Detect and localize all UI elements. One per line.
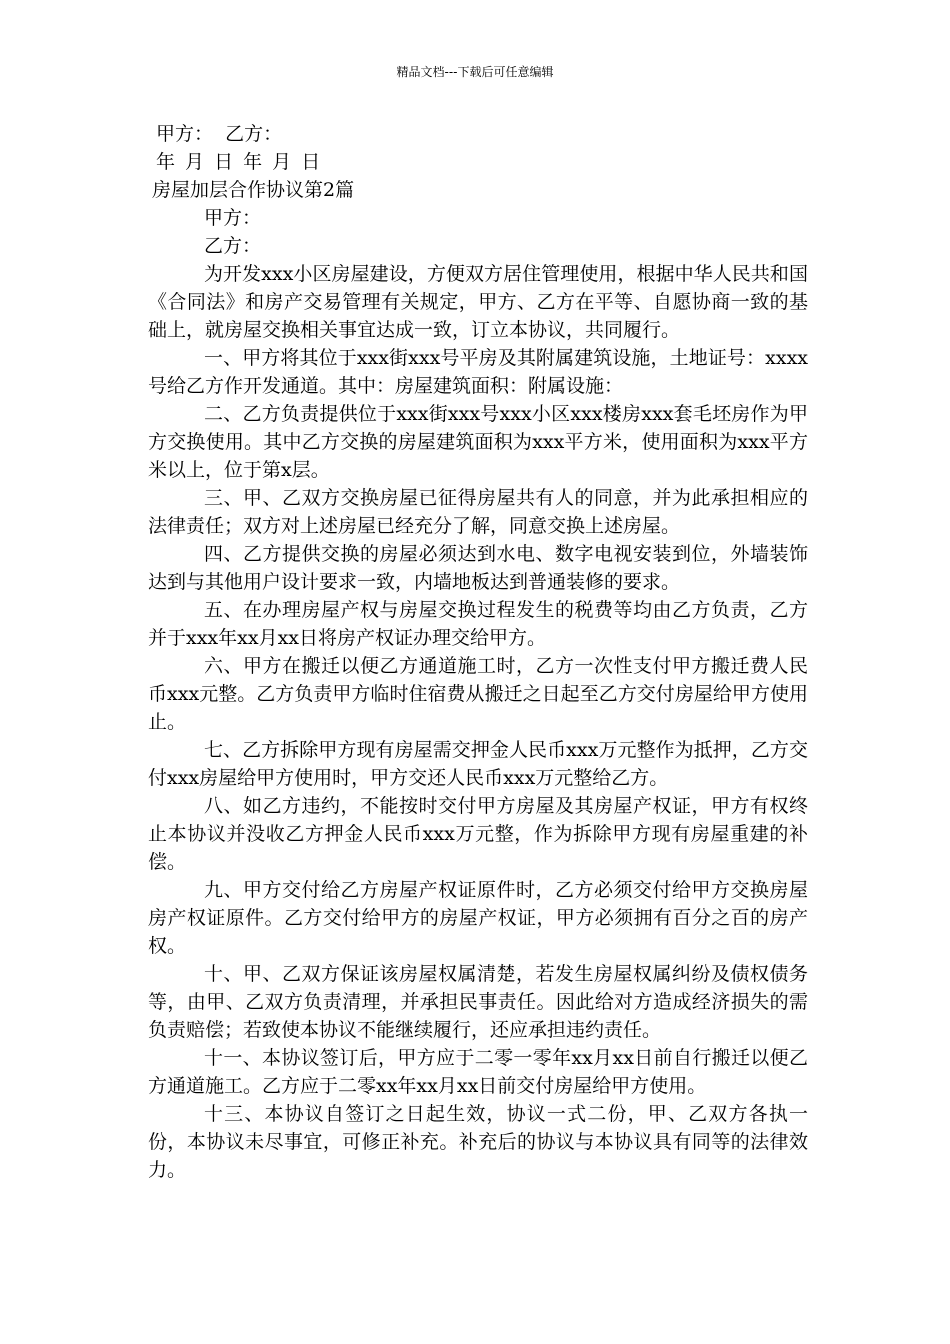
paragraph-clause-13: 十三、本协议自签订之日起生效，协议一式二份，甲、乙双方各执一份，本协议未尽事宜，可修正补充。补充后的协议与本协议具有同等的法律效力。 — [148, 1103, 808, 1181]
paragraph-clause-6: 六、甲方在搬迁以便乙方通道施工时，乙方一次性支付甲方搬迁费人民币xxx元整。乙方负责甲方临时住宿费从搬迁之日起至乙方交付房屋给甲方使用止。 — [148, 655, 808, 733]
paragraph-clause-10: 十、甲、乙双方保证该房屋权属清楚，若发生房屋权属纠纷及债权债务等，由甲、乙双方负责清理，并承担民事责任。因此给对方造成经济损失的需负责赔偿；若致使本协议不能继续履行，还应承担违约责任。 — [148, 963, 808, 1041]
signature-parties-line: 甲方： 乙方： — [156, 123, 283, 145]
paragraph-clause-3: 三、甲、乙双方交换房屋已征得房屋共有人的同意，并为此承担相应的法律责任；双方对上述房屋已经充分了解，同意交换上述房屋。 — [148, 487, 808, 537]
paragraph-intro: 为开发xxx小区房屋建设，方便双方居住管理使用，根据中华人民共和国《合同法》和房产交易管理有关规定，甲方、乙方在平等、自愿协商一致的基础上，就房屋交换相关事宜达成一致，订立本协议，共同履行。 — [148, 263, 808, 341]
party-a-label: 甲方： — [204, 207, 262, 229]
party-b-label: 乙方： — [204, 235, 262, 257]
paragraph-clause-1: 一、甲方将其位于xxx街xxx号平房及其附属建筑设施，土地证号：xxxx号给乙方作开发通道。其中：房屋建筑面积：附属设施： — [148, 347, 808, 397]
document-title: 房屋加层合作协议第2篇 — [152, 179, 355, 201]
page-header: 精品文档---下载后可任意编辑 — [396, 65, 554, 79]
document-body — [148, 120, 808, 1184]
paragraph-clause-4: 四、乙方提供交换的房屋必须达到水电、数字电视安装到位，外墙装饰达到与其他用户设计要求一致，内墙地板达到普通装修的要求。 — [148, 543, 808, 593]
paragraph-clause-9: 九、甲方交付给乙方房屋产权证原件时，乙方必须交付给甲方交换房屋房产权证原件。乙方交付给甲方的房屋产权证，甲方必须拥有百分之百的房产权。 — [148, 879, 808, 957]
paragraph-clause-7: 七、乙方拆除甲方现有房屋需交押金人民币xxx万元整作为抵押，乙方交付xxx房屋给甲方使用时，甲方交还人民币xxx万元整给乙方。 — [148, 739, 808, 789]
paragraph-clause-11: 十一、本协议签订后，甲方应于二零一零年xx月xx日前自行搬迁以便乙方通道施工。乙方应于二零xx年xx月xx日前交付房屋给甲方使用。 — [148, 1047, 808, 1097]
paragraph-clause-5: 五、在办理房屋产权与房屋交换过程发生的税费等均由乙方负责，乙方并于xxx年xx月xx日将房产权证办理交给甲方。 — [148, 599, 808, 649]
signature-date-line: 年 月 日 年 月 日 — [156, 151, 321, 173]
paragraph-clause-2: 二、乙方负责提供位于xxx街xxx号xxx小区xxx楼房xxx套毛坯房作为甲方交换使用。其中乙方交换的房屋建筑面积为xxx平方米，使用面积为xxx平方米以上，位于第x层。 — [148, 403, 808, 481]
paragraph-clause-8: 八、如乙方违约，不能按时交付甲方房屋及其房屋产权证，甲方有权终止本协议并没收乙方押金人民币xxx万元整，作为拆除甲方现有房屋重建的补偿。 — [148, 795, 808, 873]
